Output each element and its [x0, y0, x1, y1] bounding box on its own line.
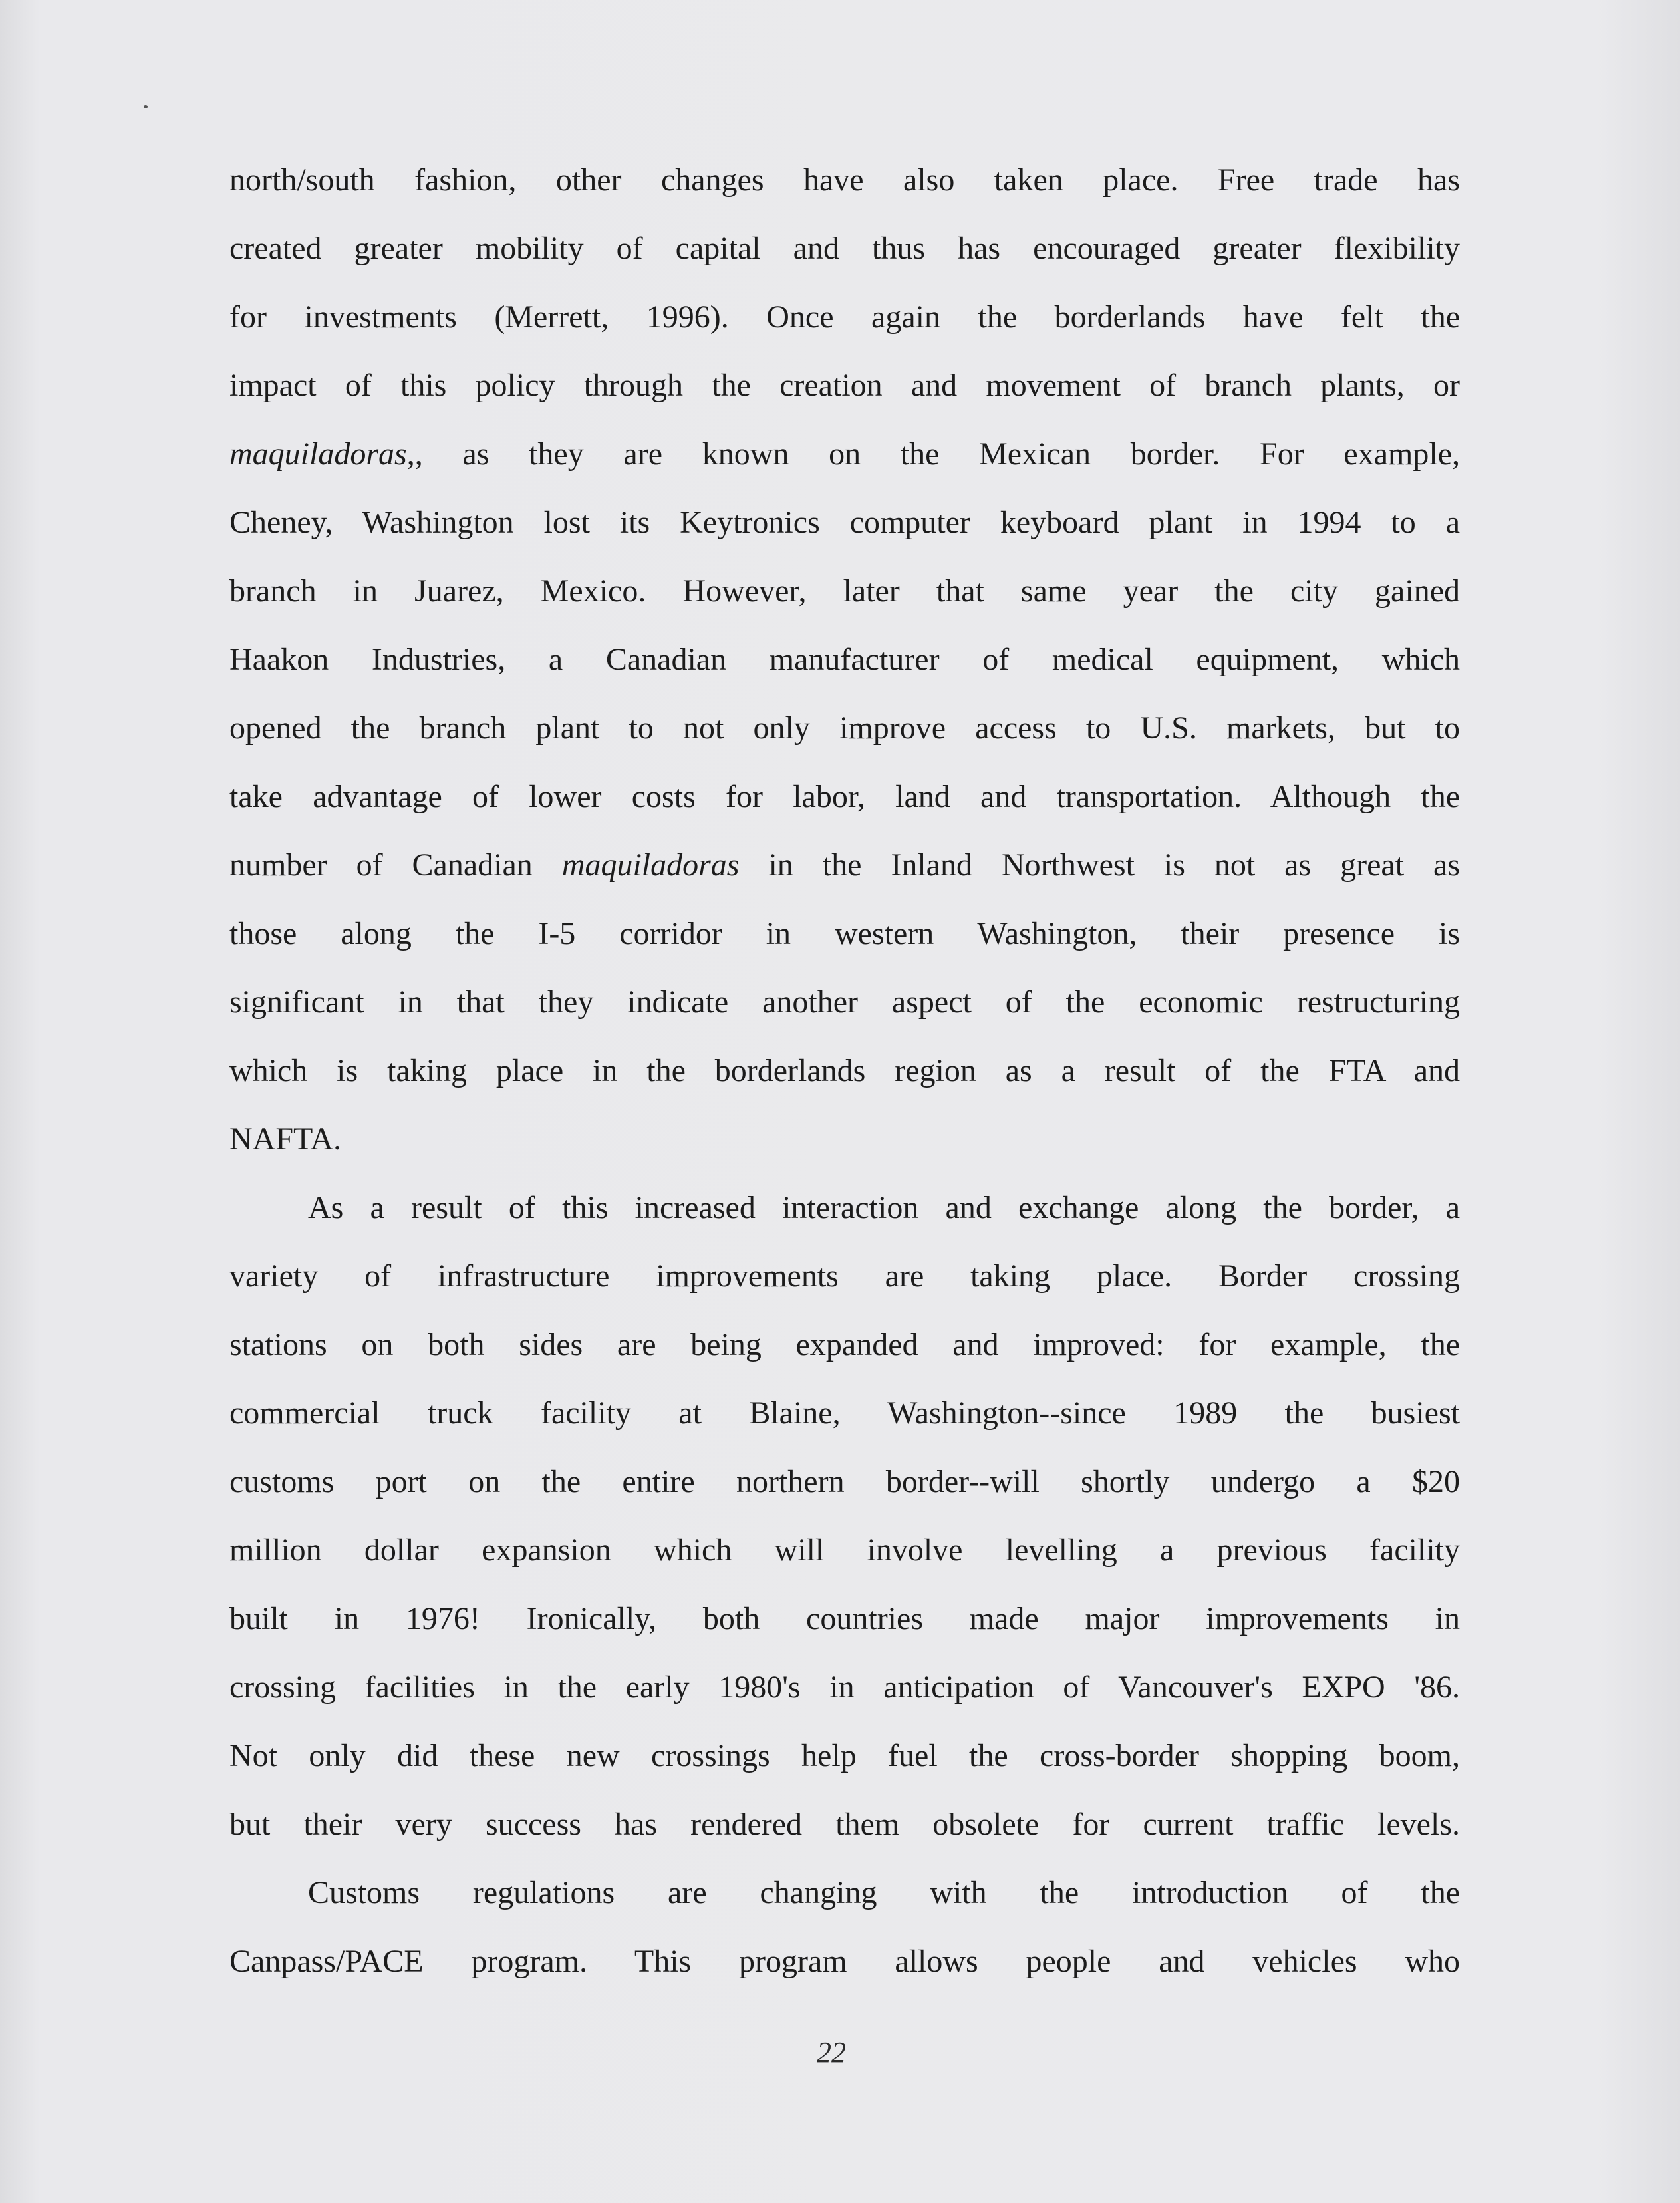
text-line: impact of this policy through the creation and movement of branch plants, or [229, 368, 1460, 403]
text-line: number of Canadian maquiladoras in the Inland Northwest is not as great as [229, 847, 1460, 883]
text-line: which is taking place in the borderlands region as a result of the FTA and [229, 1053, 1460, 1088]
paper-speck [144, 105, 148, 108]
text-line: significant in that they indicate another aspect of the economic restructuring [229, 984, 1460, 1020]
text-line: stations on both sides are being expanded and improved: for example, the [229, 1327, 1460, 1362]
text-line: As a result of this increased interaction and exchange along the border, a [308, 1190, 1460, 1225]
text-line: for investments (Merrett, 1996). Once again the borderlands have felt the [229, 299, 1460, 335]
italic-term: maquiladoras [229, 436, 407, 472]
text-line: branch in Juarez, Mexico. However, later that same year the city gained [229, 573, 1460, 609]
text-line: take advantage of lower costs for labor, land and transportation. Although the [229, 779, 1460, 814]
italic-term: maquiladoras [561, 847, 740, 883]
text-line: Haakon Industries, a Canadian manufacturer of medical equipment, which [229, 642, 1460, 677]
text-line: million dollar expansion which will involve levelling a previous facility [229, 1533, 1460, 1568]
text-line: those along the I-5 corridor in western Washington, their presence is [229, 916, 1460, 951]
text-line: built in 1976! Ironically, both countries made major improvements in [229, 1601, 1460, 1636]
text-line: customs port on the entire northern border--will shortly undergo a $20 [229, 1464, 1460, 1499]
text-line: Canpass/PACE program. This program allows people and vehicles who [229, 1944, 1460, 1979]
text-line: variety of infrastructure improvements are taking place. Border crossing [229, 1258, 1460, 1294]
text-line: created greater mobility of capital and thus has encouraged greater flexibility [229, 231, 1460, 266]
text-line: north/south fashion, other changes have also taken place. Free trade has [229, 162, 1460, 198]
text-line: NAFTA. [229, 1121, 342, 1157]
body-text [229, 152, 1460, 2001]
text-line: opened the branch plant to not only improve access to U.S. markets, but to [229, 710, 1460, 746]
text-line: Not only did these new crossings help fuel the cross-border shopping boom, [229, 1738, 1460, 1773]
text-line: maquiladoras,, as they are known on the Mexican border. For example, [229, 436, 1460, 472]
text-line: crossing facilities in the early 1980's in anticipation of Vancouver's EXPO '86. [229, 1670, 1460, 1705]
page-number: 22 [817, 2036, 846, 2069]
text-line: but their very success has rendered them obsolete for current traffic levels. [229, 1807, 1460, 1842]
text-line: Cheney, Washington lost its Keytronics computer keyboard plant in 1994 to a [229, 505, 1460, 540]
text-line: Customs regulations are changing with the introduction of the [308, 1875, 1460, 1910]
text-line: commercial truck facility at Blaine, Washington--since 1989 the busiest [229, 1395, 1460, 1431]
